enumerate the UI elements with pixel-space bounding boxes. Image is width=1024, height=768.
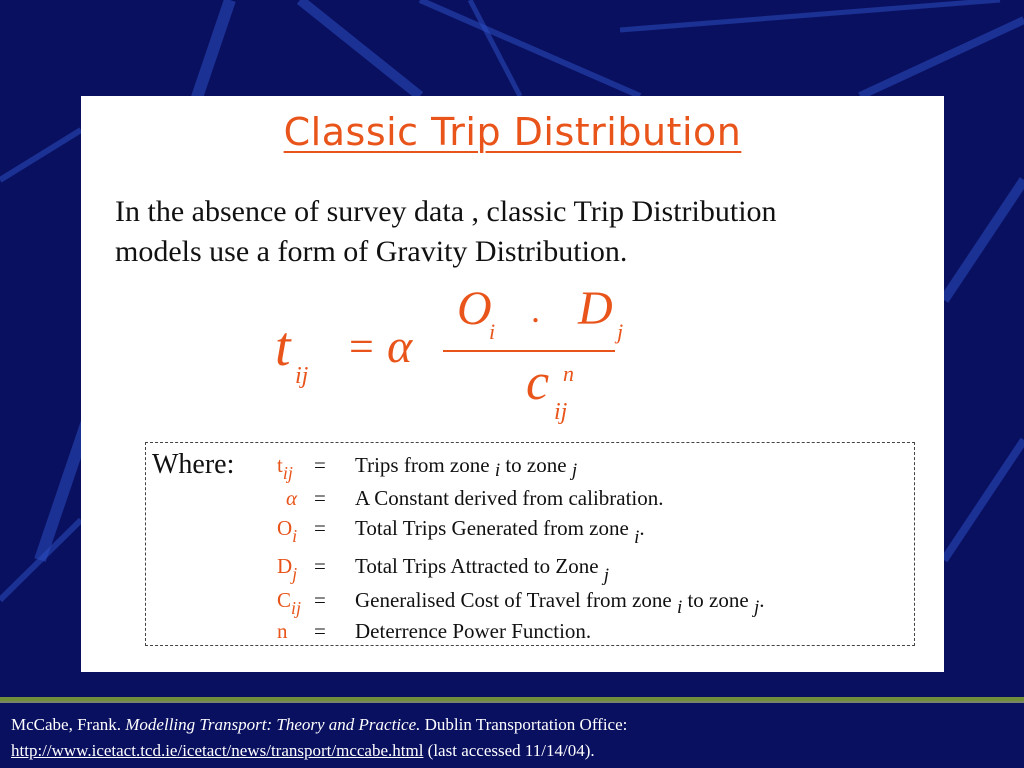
definition-symbol: α xyxy=(286,486,298,510)
slide-content-card xyxy=(81,96,944,672)
formula-den-sup: n xyxy=(563,361,574,386)
definition-symbol: $D_j$ xyxy=(277,554,298,584)
intro-paragraph xyxy=(115,192,915,272)
definition-equals: = xyxy=(314,554,326,578)
definition-equals: = xyxy=(314,486,326,510)
definition-text: A Constant derived from calibration. xyxy=(355,486,664,510)
formula-den-sub: ij xyxy=(554,399,568,425)
definition-symbol: $C_{ij}$ xyxy=(277,588,302,618)
definition-text: Total Trips Attracted to Zone j xyxy=(355,554,610,586)
definition-equals: = xyxy=(314,516,326,540)
citation-publisher: Dublin Transportation Office: xyxy=(420,715,628,734)
where-label: Where: xyxy=(152,449,235,480)
formula-num-O: O xyxy=(457,282,492,335)
formula-equals: = xyxy=(349,322,374,371)
slide-title: Classic Trip Distribution xyxy=(283,110,742,154)
definition-symbol: n xyxy=(277,619,288,643)
citation-footer xyxy=(11,712,1011,764)
formula-num-O-sub: i xyxy=(489,319,496,344)
definition-symbol: $t_{ij}$ xyxy=(277,453,293,483)
definition-equals: = xyxy=(314,588,326,612)
definition-text: Deterrence Power Function. xyxy=(355,619,592,643)
formula-num-D: D xyxy=(578,282,613,335)
variable-definitions-box xyxy=(145,442,915,646)
formula-lhs-t: t xyxy=(275,316,291,378)
intro-line-2: models use a form of Gravity Distribution. xyxy=(115,235,628,268)
gravity-formula xyxy=(271,281,651,431)
citation-link[interactable]: http://www.icetact.tcd.ie/icetact/news/transport/mccabe.html xyxy=(11,741,424,760)
fraction-bar xyxy=(443,350,615,352)
definition-text: Trips from zone i to zone j xyxy=(355,453,578,481)
formula-num-dot: . xyxy=(531,290,540,330)
formula-den-c: c xyxy=(526,354,550,411)
formula-lhs-sub: ij xyxy=(295,363,309,389)
formula-num-D-sub: j xyxy=(617,319,624,344)
definition-symbol: $O_i$ xyxy=(277,516,298,546)
formula-alpha: α xyxy=(387,320,413,373)
definition-equals: = xyxy=(314,619,326,643)
definition-text: Total Trips Generated from zone i. xyxy=(355,516,645,548)
citation-author: McCabe, Frank. xyxy=(11,715,126,734)
citation-accessed: (last accessed 11/14/04). xyxy=(423,741,595,760)
definition-equals: = xyxy=(314,453,326,477)
intro-line-1: In the absence of survey data , classic Trip Distribution xyxy=(115,195,777,228)
definition-text: Generalised Cost of Travel from zone i to zone j. xyxy=(355,588,765,618)
citation-work-title: Modelling Transport: Theory and Practice. xyxy=(125,715,421,734)
